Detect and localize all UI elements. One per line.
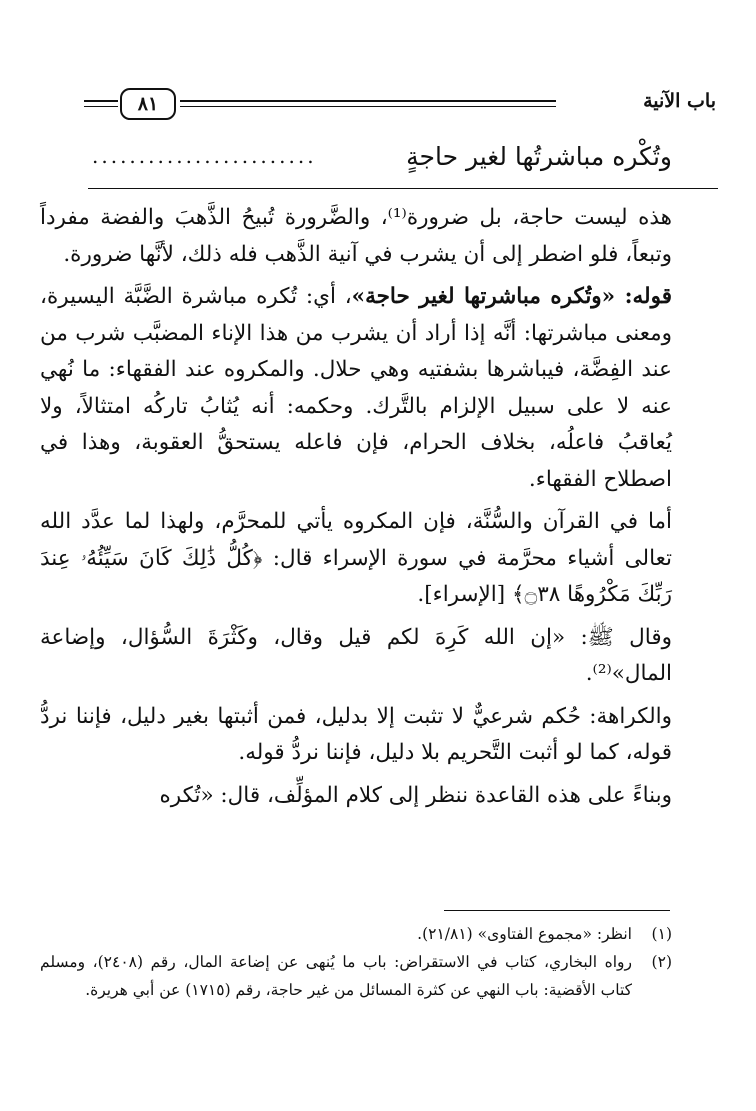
- footnote-number: (٢): [651, 953, 672, 971]
- paragraph-1: هذه ليست حاجة، بل ضرورة⁽¹⁾، والضَّرورة تُبيحُ الذَّهبَ والفضة مفرداً وتبعاً، فلو اضطر إلى أن يشرب في آنية الذَّهب فله ذلك، لأنَّها ضرورة.: [40, 205, 672, 267]
- paragraph-3: أما في القرآن والسُّنَّة، فإن المكروه يأتي للمحرَّم، ولهذا لما عدَّد الله تعالى أشياء محرَّمة في سورة الإسراء قال: ﴿كُلُّ ذَٰلِكَ كَانَ سَيِّئُهُۥ عِندَ رَبِّكَ مَكْرُوهًا ۝٣٨﴾ [الإسراء].: [40, 509, 672, 607]
- separator-rule: [88, 188, 718, 189]
- paragraph-4: وقال ﷺ: «إن الله كَرِهَ لكم قيل وقال، وكَثْرَةَ السُّؤال، وإضاعة المال»⁽²⁾.: [40, 624, 672, 686]
- header-rule-left-upper: [84, 100, 118, 102]
- footnote-text: رواه البخاري، كتاب في الاستقراض: باب ما يُنهى عن إضاعة المال، رقم (٢٤٠٨)، ومسلم كتاب الأقضية: باب النهي عن كثرة المسائل من غير حاجة، رقم (١٧١٥) عن أبي هريرة.: [40, 953, 632, 999]
- paragraph-6: وبناءً على هذه القاعدة ننظر إلى كلام المؤلِّف، قال: «تُكره: [159, 782, 672, 808]
- paragraph-2: [40, 279, 672, 498]
- footnote-rule: [444, 910, 670, 911]
- main-text: [40, 200, 672, 814]
- footnote-text: انظر: «مجموع الفتاوى» (٢١/٨١).: [417, 925, 632, 943]
- page-number: ٨١: [120, 88, 176, 120]
- header-rule-left-lower: [84, 106, 118, 107]
- paragraph-2-lead: قوله: «وتُكره مباشرتها لغير حاجة»: [351, 284, 672, 309]
- header-rule-upper: [180, 100, 556, 102]
- chapter-title: باب الآنية: [643, 90, 716, 112]
- page-header: [84, 86, 716, 126]
- footnote-item: [40, 920, 672, 948]
- footnotes: [40, 920, 672, 1004]
- header-rule-lower: [180, 106, 556, 107]
- matn-heading: وتُكْره مباشرتُها لغير حاجةٍ: [406, 142, 672, 171]
- footnote-number: (١): [651, 925, 672, 943]
- footnote-item: [40, 948, 672, 1004]
- paragraph-5: والكراهة: حُكم شرعيٌّ لا تثبت إلا بدليل، فمن أثبتها بغير دليل، فإننا نردُّ قوله، كما لو أثبت التَّحريم بلا دليل، فإننا نردُّ قوله.: [40, 703, 672, 765]
- matn-dots: ........................: [92, 144, 317, 168]
- paragraph-2-text: ، أي: تُكره مباشرة الضَّبَّة اليسيرة، ومعنى مباشرتها: أنَّه إذا أراد أن يشرب من هذا الإناء المضبَّب شرب من عند الفِضَّة، فيباشرها بشفتيه وهي حلال. والمكروه عند الفقهاء: ما نُهي عنه لا على سبيل الإلزام بالتَّرك. وحكمه: أنه يُثابُ تاركُه امتثالاً، ولا يُعاقبُ فاعلُه، بخلاف الحرام، فإن فاعله يستحقُّ العقوبة، وهذا في اصطلاح الفقهاء.: [40, 284, 672, 492]
